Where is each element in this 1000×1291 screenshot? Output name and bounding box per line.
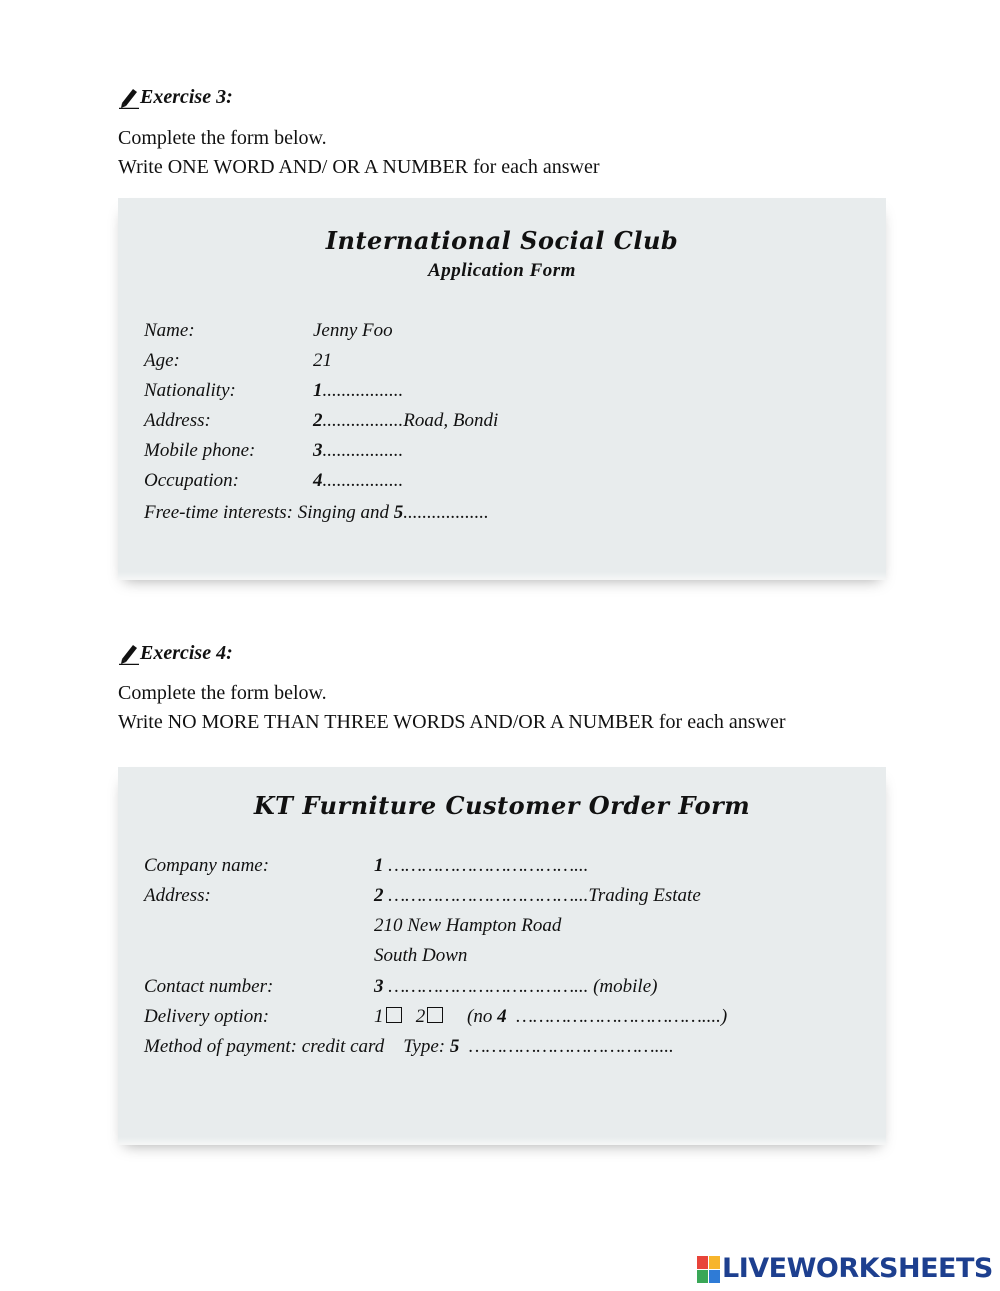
exercise-3-instruction-1: Complete the form below. (118, 127, 327, 149)
field-label: Name: (144, 320, 195, 341)
delivery-option-1-checkbox[interactable] (386, 1007, 402, 1023)
exercise-4-instructions (118, 679, 785, 737)
form-title: International Social Club (325, 226, 679, 255)
answer-blank-2[interactable]: 2 ……………………………...Trading Estate (374, 885, 701, 906)
field-label: Contact number: (144, 976, 274, 997)
exercise-4-heading (118, 641, 233, 665)
interests-label: Free-time interests: Singing and (144, 502, 390, 523)
form-row-interests (144, 502, 489, 528)
delivery-option-2-checkbox[interactable] (427, 1007, 443, 1023)
answer-blank-2[interactable]: 2.................Road, Bondi (313, 410, 499, 431)
answer-blank-4[interactable]: 4 ……………………………....) (497, 1006, 728, 1027)
logo-square-yellow (709, 1256, 720, 1269)
field-label: Nationality: (144, 380, 236, 401)
logo-mark-icon (697, 1256, 719, 1282)
pen-icon (118, 85, 140, 109)
address-line-3: South Down (374, 945, 468, 966)
answer-blank-5[interactable]: 5 …………………………….... (449, 1036, 674, 1057)
logo-square-blue (709, 1270, 720, 1283)
payment-label: Method of payment: credit card (144, 1036, 385, 1057)
field-value: Jenny Foo (313, 320, 393, 341)
field-label: Address: (144, 885, 211, 906)
logo-square-red (697, 1256, 708, 1269)
exercise-3-title: Exercise 3: (140, 85, 233, 108)
field-label: Occupation: (144, 470, 239, 491)
field-label: Age: (144, 350, 180, 371)
answer-blank-1[interactable]: 1 ……………………………... (374, 855, 589, 876)
delivery-options (374, 1006, 727, 1028)
order-form-card (118, 767, 886, 1141)
answer-blank-3[interactable]: 3 ……………………………... (mobile) (374, 976, 658, 997)
delivery-option-1-label: 1 (374, 1006, 384, 1027)
field-label: Mobile phone: (144, 440, 256, 461)
answer-blank-1[interactable]: 1................. (313, 380, 404, 401)
exercise-3-instructions (118, 124, 600, 182)
pen-icon (118, 641, 140, 665)
payment-type-label: Type: (403, 1036, 446, 1057)
form-row-payment (144, 1036, 674, 1062)
exercise-4-instruction-1: Complete the form below. (118, 682, 327, 704)
exercise-4-instruction-2: Write NO MORE THAN THREE WORDS AND/OR A NUMBER for each answer (118, 711, 786, 733)
delivery-option-2-label: 2 (415, 1006, 426, 1027)
application-form-card (118, 198, 886, 576)
logo-square-green (697, 1270, 708, 1283)
delivery-no-label: (no (467, 1006, 493, 1027)
exercise-3-heading (118, 85, 233, 109)
liveworksheets-logo[interactable] (697, 1253, 993, 1284)
form-title: KT Furniture Customer Order Form (253, 791, 751, 820)
address-line-2: 210 New Hampton Road (374, 915, 562, 936)
logo-text: LIVEWORKSHEETS (722, 1253, 993, 1284)
form-subtitle: Application Form (428, 260, 576, 281)
answer-blank-4[interactable]: 4................. (313, 470, 404, 491)
exercise-4-title: Exercise 4: (140, 641, 233, 664)
exercise-3-instruction-2: Write ONE WORD AND/ OR A NUMBER for each answer (118, 156, 600, 178)
answer-blank-5[interactable]: 5.................. (393, 502, 489, 523)
field-label: Delivery option: (144, 1006, 270, 1027)
field-value: 21 (313, 350, 332, 371)
field-label: Company name: (144, 855, 270, 876)
field-label: Address: (144, 410, 211, 431)
answer-blank-3[interactable]: 3................. (313, 440, 404, 461)
